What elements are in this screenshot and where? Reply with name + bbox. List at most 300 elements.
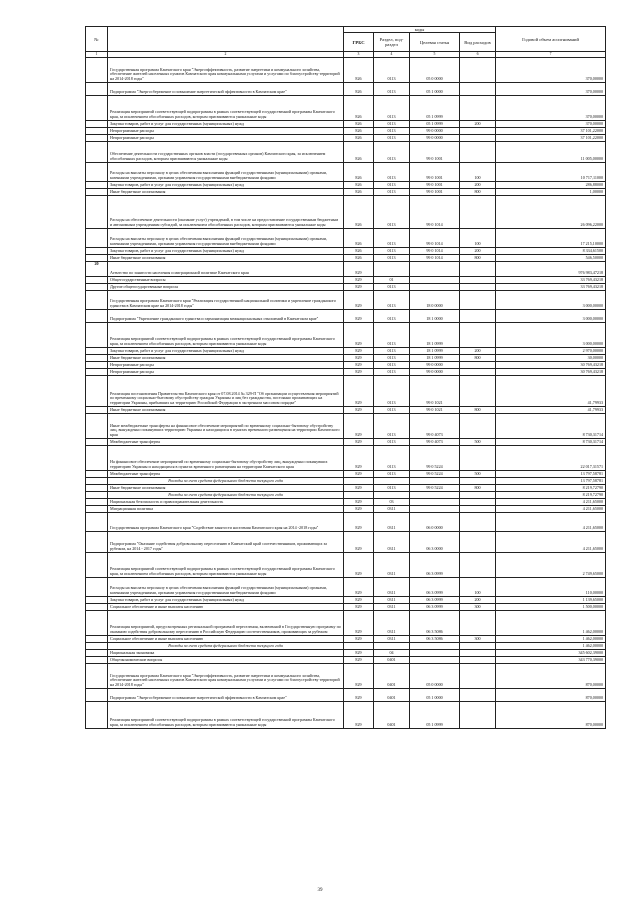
row-name: Иные бюджетные ассигнования (108, 406, 344, 413)
row-name: Социальное обеспечение и иные выплаты населению (108, 603, 344, 610)
row-name: Закупка товаров, работ и услуг для государственных (муниципальных) нужд (108, 347, 344, 354)
row-number (86, 531, 108, 552)
table-row (86, 531, 606, 552)
row-statya (410, 498, 460, 505)
row-vid: 800 (460, 254, 496, 261)
header-number: № (86, 27, 108, 52)
row-vid: 800 (460, 406, 496, 413)
row-name: Закупка товаров, работ и услуг для государственных (муниципальных) нужд (108, 120, 344, 127)
row-vid (460, 141, 496, 162)
row-statya: 99 0 5224 (410, 445, 460, 470)
row-grbs: 829 (344, 438, 374, 445)
row-statya: 06 3 0999 (410, 603, 460, 610)
row-number (86, 477, 108, 484)
row-number (86, 347, 108, 354)
row-grbs: 826 (344, 82, 374, 95)
row-name: Расходы на обеспечение деятельности (оказание услуг) учреждений, в том числе на предоставление государственным бюджетным и автономным учреждениям субсидий, за исключением обособленных расходов, которым присваиваются уникальные коды (108, 195, 344, 228)
row-vid: 100 (460, 228, 496, 247)
table-row (86, 649, 606, 656)
row-number (86, 610, 108, 635)
row-vid (460, 82, 496, 95)
row-razdel: 0311 (374, 531, 410, 552)
row-razdel: 0113 (374, 95, 410, 120)
row-name: Реализация мероприятий соответствующей подпрограммы в рамках соответствующей государственной программы Камчатского края, за исключением обособленных расходов, которым присваиваются уникальные коды (108, 552, 344, 577)
row-statya: 05 1 0999 (410, 120, 460, 127)
row-razdel: 0113 (374, 484, 410, 491)
row-vid (460, 656, 496, 663)
row-grbs: 829 (344, 596, 374, 603)
row-total: 8 730,31714 (496, 413, 606, 438)
row-name: Иные бюджетные ассигнования (108, 254, 344, 261)
row-grbs: 829 (344, 368, 374, 375)
row-number (86, 82, 108, 95)
table-row (86, 276, 606, 283)
table-row (86, 162, 606, 181)
row-number (86, 283, 108, 290)
column-number: 1 (86, 52, 108, 57)
row-statya: 05 0 0000 (410, 663, 460, 688)
row-name: Национальная безопасность и правоохранительная деятельность (108, 498, 344, 505)
row-total: 343 770,39000 (496, 656, 606, 663)
row-razdel: 0113 (374, 57, 410, 82)
row-statya: 99 0 1021 (410, 375, 460, 406)
row-name: Закупка товаров, работ и услуг для государственных (муниципальных) нужд (108, 247, 344, 254)
table-row (86, 505, 606, 512)
row-vid (460, 445, 496, 470)
row-total: 345 602,39000 (496, 649, 606, 656)
table-row (86, 361, 606, 368)
row-grbs: 829 (344, 552, 374, 577)
row-vid: 300 (460, 603, 496, 610)
row-grbs: 826 (344, 134, 374, 141)
row-razdel: 0113 (374, 470, 410, 477)
table-row (86, 445, 606, 470)
row-total: 13 797,58781 (496, 470, 606, 477)
row-name: Иные бюджетные ассигнования (108, 484, 344, 491)
row-name: Миграционная политика (108, 505, 344, 512)
row-razdel: 0113 (374, 290, 410, 309)
row-grbs: 826 (344, 95, 374, 120)
row-vid (460, 531, 496, 552)
row-number (86, 512, 108, 531)
row-name: Национальная экономика (108, 649, 344, 656)
row-razdel (374, 491, 410, 498)
row-name: Закупка товаров, работ и услуг для государственных (муниципальных) нужд (108, 181, 344, 188)
row-name: Реализация мероприятий соответствующей подпрограммы в рамках соответствующей государственной программы Камчатского края, за исключением обособленных расходов, которым присваиваются уникальные коды (108, 95, 344, 120)
table-row (86, 603, 606, 610)
row-statya: 99 0 5224 (410, 484, 460, 491)
row-number (86, 354, 108, 361)
row-statya: 99 0 1001 (410, 162, 460, 181)
table-row (86, 247, 606, 254)
row-vid (460, 610, 496, 635)
row-vid (460, 498, 496, 505)
table-row (86, 635, 606, 642)
row-statya: 05 1 0999 (410, 95, 460, 120)
row-name: Закупка товаров, работ и услуг для государственных (муниципальных) нужд (108, 596, 344, 603)
row-total: 870,00000 (496, 688, 606, 701)
row-statya: 99 0 1014 (410, 254, 460, 261)
row-number (86, 470, 108, 477)
row-grbs: 829 (344, 309, 374, 322)
row-total: 41,79933 (496, 406, 606, 413)
row-vid: 500 (460, 470, 496, 477)
row-statya: 06 0 0000 (410, 512, 460, 531)
row-razdel: 0113 (374, 368, 410, 375)
row-vid: 100 (460, 577, 496, 596)
table-row (86, 498, 606, 505)
row-vid (460, 491, 496, 498)
row-number (86, 438, 108, 445)
row-total: 13 797,58781 (496, 477, 606, 484)
table-row (86, 290, 606, 309)
row-number (86, 596, 108, 603)
row-total: 1 500,00000 (496, 603, 606, 610)
row-vid (460, 127, 496, 134)
row-vid (460, 512, 496, 531)
table-row (86, 141, 606, 162)
row-grbs: 829 (344, 656, 374, 663)
row-grbs: 829 (344, 688, 374, 701)
row-number (86, 276, 108, 283)
row-razdel: 04 (374, 649, 410, 656)
table-row (86, 322, 606, 347)
row-number (86, 247, 108, 254)
row-total: 8 219,72790 (496, 484, 606, 491)
row-total: 370,00000 (496, 82, 606, 95)
row-grbs: 829 (344, 283, 374, 290)
row-statya (410, 649, 460, 656)
row-name: Расходы на выплаты персоналу в целях обеспечения выполнения функций государственными (муниципальными) органами, казенными учреждениями, органами управления государственными внебюджетными фондами (108, 162, 344, 181)
row-razdel: 0113 (374, 354, 410, 361)
table-row (86, 663, 606, 688)
table-row (86, 188, 606, 195)
row-grbs: 829 (344, 701, 374, 728)
row-statya (410, 276, 460, 283)
row-razdel: 0113 (374, 254, 410, 261)
row-statya: 05 1 0000 (410, 82, 460, 95)
row-number (86, 290, 108, 309)
table-row (86, 134, 606, 141)
row-grbs: 829 (344, 635, 374, 642)
row-vid (460, 701, 496, 728)
row-total: 4 211,65000 (496, 498, 606, 505)
row-number (86, 322, 108, 347)
row-vid (460, 283, 496, 290)
row-number (86, 162, 108, 181)
row-name: Расходы за счет средств федерального бюджета текущего года (108, 477, 344, 484)
table-row (86, 309, 606, 322)
row-name: Реализация мероприятий, предусмотренных региональной программой переселения, включенной в Государственную программу по оказанию содействия добровольному переселению в Российскую Федерацию соотечественников, проживающих за рубежом (108, 610, 344, 635)
column-number: 7 (496, 52, 606, 57)
table-row (86, 413, 606, 438)
row-name: Общегосударственные вопросы (108, 276, 344, 283)
row-grbs: 829 (344, 361, 374, 368)
row-number (86, 649, 108, 656)
row-vid: 200 (460, 120, 496, 127)
page-number: 39 (317, 888, 323, 893)
row-razdel: 0113 (374, 162, 410, 181)
row-name: Государственная программа Камчатского края "Реализация государственной национальной политики и укрепление гражданского единства в Камчатском крае на 2014-2018 годы" (108, 290, 344, 309)
row-vid: 500 (460, 438, 496, 445)
table-row (86, 512, 606, 531)
row-number (86, 498, 108, 505)
row-total: 370,00000 (496, 120, 606, 127)
row-number (86, 188, 108, 195)
row-razdel: 0113 (374, 322, 410, 347)
row-total: 1 462,00000 (496, 642, 606, 649)
row-razdel: 0311 (374, 552, 410, 577)
row-statya (410, 642, 460, 649)
column-number: 6 (460, 52, 496, 57)
table-row (86, 195, 606, 228)
row-razdel: 0401 (374, 688, 410, 701)
row-number (86, 195, 108, 228)
row-statya: 18 0 0000 (410, 290, 460, 309)
row-grbs: 826 (344, 141, 374, 162)
row-vid: 300 (460, 635, 496, 642)
row-razdel: 0311 (374, 505, 410, 512)
row-vid (460, 322, 496, 347)
row-total: 17 215,10000 (496, 228, 606, 247)
table-row (86, 228, 606, 247)
row-number (86, 254, 108, 261)
header-grbs: ГРБС (344, 33, 374, 52)
row-statya: 99 0 5224 (410, 470, 460, 477)
row-grbs: 829 (344, 445, 374, 470)
row-total: 4 211,65000 (496, 531, 606, 552)
row-statya: 06 3 0999 (410, 577, 460, 596)
row-razdel: 0113 (374, 195, 410, 228)
row-total: 546,50000 (496, 254, 606, 261)
row-statya: 06 3 5086 (410, 635, 460, 642)
row-razdel: 0113 (374, 247, 410, 254)
row-vid: 800 (460, 484, 496, 491)
row-total: 2 749,65000 (496, 552, 606, 577)
table-row (86, 127, 606, 134)
row-total: 33 769,43218 (496, 276, 606, 283)
row-grbs: 829 (344, 413, 374, 438)
row-razdel: 0113 (374, 309, 410, 322)
row-statya: 99 0 1014 (410, 247, 460, 254)
row-number (86, 642, 108, 649)
row-statya: 99 0 0000 (410, 368, 460, 375)
row-vid (460, 57, 496, 82)
header-name (108, 27, 344, 52)
row-statya: 18 1 0999 (410, 354, 460, 361)
document-page (85, 26, 605, 729)
table-body (86, 57, 606, 728)
table-row (86, 470, 606, 477)
row-name: Обеспечение деятельности государственных органов власти (государственных органов) Камчатского края, за исключением обособленных расходов, которым присваиваются уникальные коды (108, 141, 344, 162)
row-name: Общеэкономические вопросы (108, 656, 344, 663)
row-total: 8 730,31714 (496, 438, 606, 445)
row-name: Расходы на выплаты персоналу в целях обеспечения выполнения функций государственными (муниципальными) органами, казенными учреждениями, органами управления государственными внебюджетными фондами (108, 577, 344, 596)
table-row (86, 477, 606, 484)
row-grbs (344, 642, 374, 649)
row-vid (460, 649, 496, 656)
row-grbs: 826 (344, 57, 374, 82)
row-razdel: 0113 (374, 375, 410, 406)
row-statya: 99 0 0000 (410, 127, 460, 134)
row-number (86, 228, 108, 247)
row-total: 1,00000 (496, 188, 606, 195)
row-razdel: 0113 (374, 82, 410, 95)
row-statya: 18 1 0000 (410, 309, 460, 322)
row-total: 976 983,47218 (496, 261, 606, 276)
table-row (86, 95, 606, 120)
table-row (86, 375, 606, 406)
row-razdel: 0311 (374, 635, 410, 642)
row-vid: 800 (460, 354, 496, 361)
row-statya: 99 0 1001 (410, 188, 460, 195)
row-grbs: 826 (344, 228, 374, 247)
row-vid: 200 (460, 181, 496, 188)
row-grbs: 829 (344, 290, 374, 309)
row-vid (460, 552, 496, 577)
table-row (86, 82, 606, 95)
row-statya: 06 3 0000 (410, 531, 460, 552)
row-grbs: 826 (344, 181, 374, 188)
table-row (86, 552, 606, 577)
table-row (86, 701, 606, 728)
row-grbs: 829 (344, 531, 374, 552)
row-total: 370,00000 (496, 95, 606, 120)
table-row (86, 57, 606, 82)
row-number (86, 688, 108, 701)
row-grbs: 829 (344, 512, 374, 531)
row-name: Государственная программа Камчатского края "Содействие занятости населения Камчатского края на 2014 -2018 годы" (108, 512, 344, 531)
row-statya: 05 1 0000 (410, 688, 460, 701)
row-name: Государственная программа Камчатского края "Энергоэффективность, развитие энергетики и коммунального хозяйства, обеспечение жителей населенных пунктов Камчатского края коммунальными услугами и услугами по благоустройству территорий на 2014-2018 годы" (108, 663, 344, 688)
row-statya: 99 0 1014 (410, 228, 460, 247)
row-total: 37 101,22000 (496, 127, 606, 134)
row-name: Реализация мероприятий соответствующей подпрограммы в рамках соответствующей государственной программы Камчатского края, за исключением обособленных расходов, которым присваиваются уникальные коды (108, 701, 344, 728)
row-number (86, 577, 108, 596)
row-razdel (374, 642, 410, 649)
row-total: 286,88000 (496, 181, 606, 188)
row-name: Непрограммные расходы (108, 361, 344, 368)
row-vid (460, 261, 496, 276)
row-vid (460, 309, 496, 322)
table-row (86, 368, 606, 375)
column-number: 3 (344, 52, 374, 57)
row-grbs: 826 (344, 162, 374, 181)
row-name: Реализация постановления Правительства Камчатского края от 07.08.2014 № 329-П "Об организации осуществления мероприятий по временному социально-бытовому обустройству граждан Украины и лиц без гражданства, постоянно проживающих на территории Украины, прибывших на территорию Российской Федерации в экстренном массовом порядке" (108, 375, 344, 406)
row-name: Непрограммные расходы (108, 134, 344, 141)
table-row (86, 120, 606, 127)
row-statya: 99 0 1001 (410, 181, 460, 188)
row-grbs: 829 (344, 663, 374, 688)
row-grbs: 829 (344, 470, 374, 477)
row-vid (460, 368, 496, 375)
row-number (86, 368, 108, 375)
table-row (86, 642, 606, 649)
row-name: Социальное обеспечение и иные выплаты населению (108, 635, 344, 642)
row-vid (460, 642, 496, 649)
row-name: Иные межбюджетные трансферты на финансовое обеспечение мероприятий по временному социально-бытовому обустройству лиц, вынужденно покинувших территорию Украины и находящихся в пунктах временного размещения на территории Камчатского края (108, 413, 344, 438)
row-total: 870,00000 (496, 701, 606, 728)
row-total: 4 211,65000 (496, 505, 606, 512)
table-row (86, 484, 606, 491)
row-razdel: 0113 (374, 181, 410, 188)
row-total: 33 769,43218 (496, 283, 606, 290)
row-number (86, 413, 108, 438)
row-total: 10 717,11000 (496, 162, 606, 181)
row-razdel: 0311 (374, 577, 410, 596)
row-number (86, 445, 108, 470)
header-statya: Целевая статья (410, 33, 460, 52)
row-razdel: 01 (374, 276, 410, 283)
row-number (86, 663, 108, 688)
row-vid (460, 663, 496, 688)
table-row (86, 656, 606, 663)
row-grbs: 829 (344, 610, 374, 635)
row-name: Иные бюджетные ассигнования (108, 354, 344, 361)
table-row (86, 283, 606, 290)
row-number (86, 656, 108, 663)
table-row (86, 181, 606, 188)
row-grbs: 829 (344, 354, 374, 361)
row-statya (410, 283, 460, 290)
row-statya: 05 0 0000 (410, 57, 460, 82)
table-row (86, 254, 606, 261)
row-grbs: 829 (344, 505, 374, 512)
row-statya: 99 0 1014 (410, 195, 460, 228)
row-grbs: 829 (344, 649, 374, 656)
row-statya: 99 0 0000 (410, 134, 460, 141)
row-name: Подпрограмма "Энергосбережение и повышение энергетической эффективности в Камчатском крае" (108, 688, 344, 701)
row-vid: 200 (460, 347, 496, 354)
row-statya: 05 1 0999 (410, 701, 460, 728)
row-vid (460, 413, 496, 438)
row-grbs: 829 (344, 498, 374, 505)
row-razdel: 0401 (374, 663, 410, 688)
row-statya (410, 491, 460, 498)
row-name: Непрограммные расходы (108, 368, 344, 375)
row-grbs: 826 (344, 127, 374, 134)
table-row (86, 610, 606, 635)
row-vid (460, 134, 496, 141)
row-statya (410, 477, 460, 484)
row-number: 20 (86, 261, 108, 276)
row-grbs: 826 (344, 195, 374, 228)
row-grbs: 826 (344, 188, 374, 195)
row-razdel: 0113 (374, 445, 410, 470)
row-total: 30 769,43218 (496, 361, 606, 368)
row-name: Иные бюджетные ассигнования (108, 188, 344, 195)
row-statya: 99 0 0000 (410, 361, 460, 368)
row-razdel: 0113 (374, 141, 410, 162)
row-number (86, 120, 108, 127)
header-total: Годовой объем ассигнований (496, 27, 606, 52)
row-statya (410, 261, 460, 276)
row-number (86, 181, 108, 188)
table-row (86, 261, 606, 276)
row-grbs: 829 (344, 406, 374, 413)
row-grbs: 829 (344, 484, 374, 491)
row-name: Непрограммные расходы (108, 127, 344, 134)
row-grbs: 829 (344, 375, 374, 406)
row-razdel: 0311 (374, 610, 410, 635)
row-name: Агентство по занятости населения и миграционной политике Камчатского края (108, 261, 344, 276)
row-statya: 99 0 1021 (410, 406, 460, 413)
row-razdel: 0113 (374, 228, 410, 247)
row-total: 870,00000 (496, 663, 606, 688)
row-number (86, 95, 108, 120)
row-grbs: 826 (344, 120, 374, 127)
row-vid (460, 290, 496, 309)
